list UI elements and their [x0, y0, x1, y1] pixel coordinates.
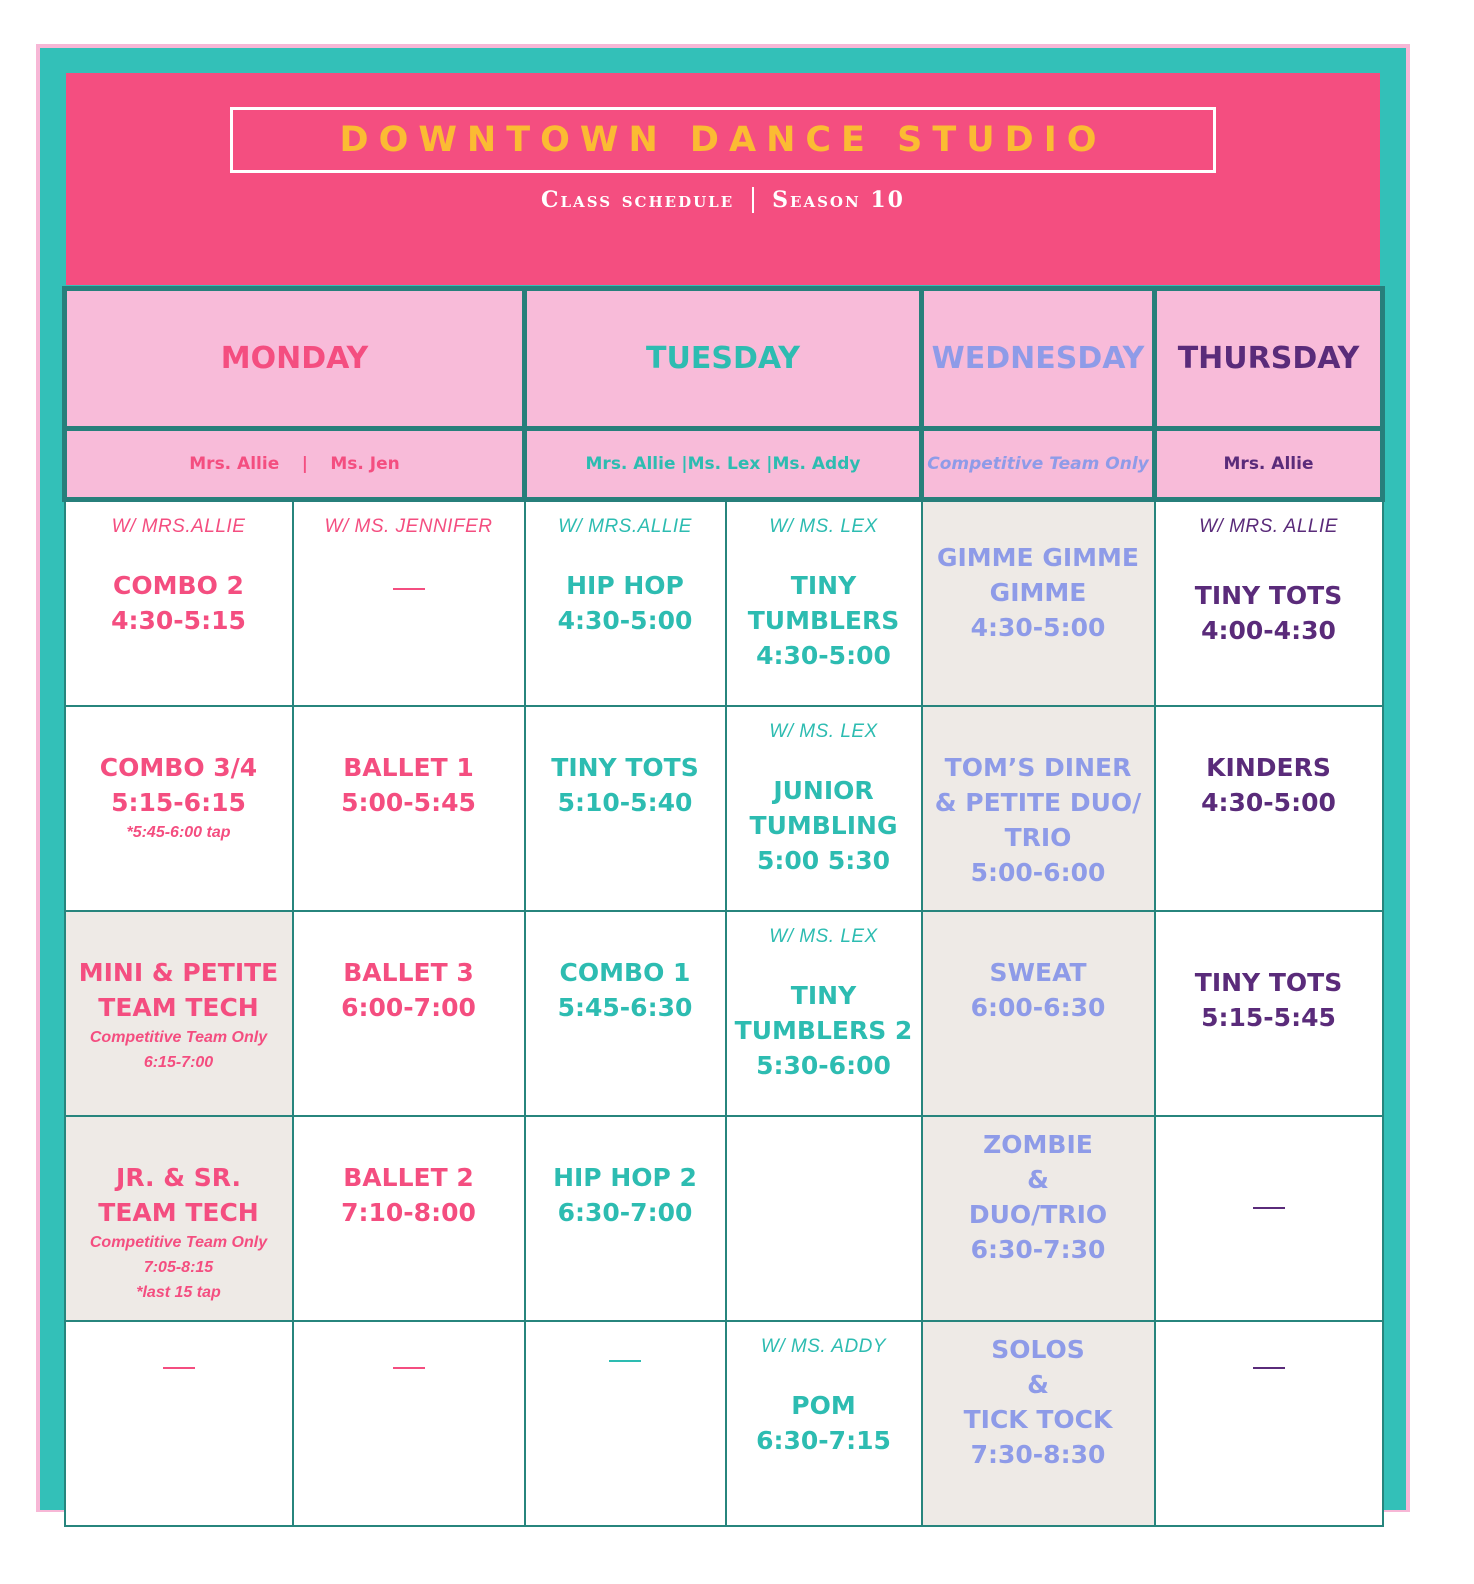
class-cell — [65, 1116, 293, 1321]
subtitle-left: Class schedule — [541, 187, 735, 213]
studio-title: DOWNTOWN DANCE STUDIO — [339, 120, 1107, 160]
instructor-label: W/ MS. LEX — [769, 516, 878, 537]
instructor-label: W/ MS. LEX — [769, 721, 878, 742]
empty-slot-dash — [393, 1367, 425, 1369]
instructor-label: W/ MRS.ALLIE — [111, 516, 246, 537]
class-time: 4:30-5:00 — [756, 641, 891, 670]
subtitle-right: Season 10 — [772, 187, 905, 213]
time-slot-row — [65, 911, 1383, 1116]
class-note: *5:45-6:00 tap — [126, 824, 231, 841]
class-note: Competitive Team Only — [89, 1234, 268, 1251]
class-name: BALLET 3 — [343, 958, 474, 987]
instructor-label: W/ MS. ADDY — [760, 1336, 887, 1357]
class-time: 6:30-7:30 — [970, 1235, 1106, 1264]
instructor-label: W/ MS. LEX — [769, 926, 878, 947]
class-cell — [525, 1116, 726, 1321]
instructors-tuesday-text: Mrs. Allie |Ms. Lex |Ms. Addy — [585, 454, 861, 474]
class-name: JUNIOR — [773, 776, 874, 805]
class-name: TOM’S DINER — [944, 753, 1132, 782]
class-cell — [1155, 500, 1383, 707]
class-name: KINDERS — [1206, 753, 1331, 782]
instructors-monday — [65, 429, 525, 500]
instructors-thursday-text: Mrs. Allie — [1223, 454, 1314, 474]
class-cell — [293, 1321, 525, 1526]
class-time: 7:05-8:15 — [143, 1259, 214, 1276]
class-cell — [293, 1116, 525, 1321]
schedule-subtitle — [66, 184, 1380, 216]
class-time: 4:00-4:30 — [1201, 616, 1336, 645]
class-cell — [1155, 706, 1383, 911]
time-slot-row — [65, 706, 1383, 911]
class-time: 4:30-5:15 — [111, 606, 246, 635]
class-cell — [525, 1321, 726, 1526]
class-name: GIMME — [989, 578, 1087, 607]
class-name: JR. & SR. — [116, 1163, 241, 1192]
class-cell — [1155, 1321, 1383, 1526]
class-time: 5:00-5:45 — [341, 788, 476, 817]
class-name: TUMBLERS 2 — [734, 1016, 913, 1045]
class-time: 7:30-8:30 — [970, 1440, 1106, 1469]
class-name: TINY TOTS — [1194, 581, 1343, 610]
instructor-label: W/ MRS. ALLIE — [1199, 516, 1338, 537]
class-name: HIP HOP 2 — [553, 1163, 697, 1192]
class-cell — [726, 1116, 922, 1321]
instructor-row — [65, 429, 1383, 500]
day-header-row — [65, 289, 1383, 429]
header-banner — [66, 73, 1380, 285]
class-note: *last 15 tap — [136, 1284, 221, 1301]
instructor-separator: | — [301, 454, 308, 474]
class-time: 4:30-5:00 — [970, 613, 1106, 642]
class-cell — [922, 500, 1155, 707]
instructors-wednesday-text: Competitive Team Only — [927, 454, 1149, 474]
empty-slot-dash — [609, 1360, 641, 1362]
class-cell — [1155, 911, 1383, 1116]
class-time: 5:30-6:00 — [756, 1051, 891, 1080]
class-cell — [922, 706, 1155, 911]
class-name: & — [1027, 1165, 1049, 1194]
time-slot-row — [65, 1321, 1383, 1526]
class-cell — [293, 911, 525, 1116]
time-slot-row — [65, 1116, 1383, 1321]
instructors-tuesday — [525, 429, 922, 500]
class-time: 4:30-5:00 — [557, 606, 693, 635]
instructor-jen: Ms. Jen — [330, 454, 400, 474]
class-name: BALLET 2 — [343, 1163, 474, 1192]
class-time: 6:30-7:00 — [557, 1198, 693, 1227]
class-name: TINY TOTS — [551, 753, 699, 782]
class-time: 5:45-6:30 — [557, 993, 693, 1022]
instructor-label: W/ MS. JENNIFER — [324, 516, 493, 537]
day-name-tuesday: TUESDAY — [646, 341, 800, 376]
class-time: 7:10-8:00 — [341, 1198, 476, 1227]
class-time: 5:00-6:00 — [970, 858, 1106, 887]
class-name: SWEAT — [989, 958, 1087, 987]
class-name: TUMBLING — [749, 811, 898, 840]
class-name: TRIO — [1004, 823, 1072, 852]
class-name: ZOMBIE — [983, 1130, 1093, 1159]
class-cell — [922, 1321, 1155, 1526]
subtitle-divider — [752, 187, 754, 213]
class-cell — [922, 1116, 1155, 1321]
class-name: POM — [791, 1391, 856, 1420]
class-name: GIMME GIMME — [936, 543, 1139, 572]
class-name: COMBO 1 — [559, 958, 691, 987]
class-name: HIP HOP — [566, 571, 684, 600]
class-name: & PETITE DUO/ — [934, 788, 1142, 817]
class-cell — [726, 911, 922, 1116]
class-name: COMBO 2 — [113, 571, 244, 600]
class-time: 4:30-5:00 — [1201, 788, 1336, 817]
class-name: MINI & PETITE — [78, 958, 279, 987]
title-box — [230, 107, 1216, 173]
class-time: 6:00-7:00 — [341, 993, 476, 1022]
class-time: 5:15-5:45 — [1201, 1003, 1336, 1032]
class-time: 6:30-7:15 — [756, 1426, 891, 1455]
class-name: & — [1027, 1370, 1049, 1399]
day-monday — [65, 289, 525, 429]
empty-slot-dash — [393, 588, 425, 590]
empty-slot-dash — [1253, 1367, 1285, 1369]
instructor-label: W/ MRS.ALLIE — [558, 516, 692, 537]
class-cell — [525, 500, 726, 707]
class-time: 5:00 5:30 — [756, 846, 891, 875]
class-time: 5:15-6:15 — [111, 788, 246, 817]
empty-slot-dash — [1253, 1207, 1285, 1209]
class-name: TINY TOTS — [1194, 968, 1343, 997]
time-slot-row — [65, 500, 1383, 707]
class-cell — [726, 706, 922, 911]
class-name: BALLET 1 — [343, 753, 474, 782]
class-cell — [65, 1321, 293, 1526]
class-name: TEAM TECH — [98, 993, 259, 1022]
class-cell — [65, 500, 293, 707]
day-name-wednesday: WEDNESDAY — [931, 341, 1145, 376]
class-name: TUMBLERS — [747, 606, 900, 635]
class-name: TEAM TECH — [98, 1198, 259, 1227]
class-cell — [293, 706, 525, 911]
day-wednesday — [922, 289, 1155, 429]
day-name-monday: MONDAY — [220, 341, 369, 376]
class-cell — [65, 706, 293, 911]
instructor-allie: Mrs. Allie — [189, 454, 280, 474]
empty-slot-dash — [163, 1367, 195, 1369]
class-name: TINY — [790, 571, 857, 600]
class-time: 6:15-7:00 — [143, 1054, 214, 1071]
class-note: Competitive Team Only — [89, 1029, 268, 1046]
class-name: SOLOS — [991, 1335, 1085, 1364]
class-name: TICK TOCK — [963, 1405, 1113, 1434]
class-cell — [525, 911, 726, 1116]
class-cell — [525, 706, 726, 911]
class-cell — [1155, 1116, 1383, 1321]
class-cell — [726, 500, 922, 707]
day-thursday — [1155, 289, 1383, 429]
schedule-table — [62, 286, 1385, 1527]
class-cell — [293, 500, 525, 707]
instructors-thursday — [1155, 429, 1383, 500]
class-name: TINY — [790, 981, 857, 1010]
class-name: DUO/TRIO — [968, 1200, 1108, 1229]
class-name: COMBO 3/4 — [99, 753, 258, 782]
class-time: 6:00-6:30 — [970, 993, 1106, 1022]
class-cell — [65, 911, 293, 1116]
instructors-wednesday — [922, 429, 1155, 500]
class-time: 5:10-5:40 — [557, 788, 693, 817]
class-cell — [726, 1321, 922, 1526]
day-name-thursday: THURSDAY — [1177, 341, 1360, 376]
day-tuesday — [525, 289, 922, 429]
class-cell — [922, 911, 1155, 1116]
